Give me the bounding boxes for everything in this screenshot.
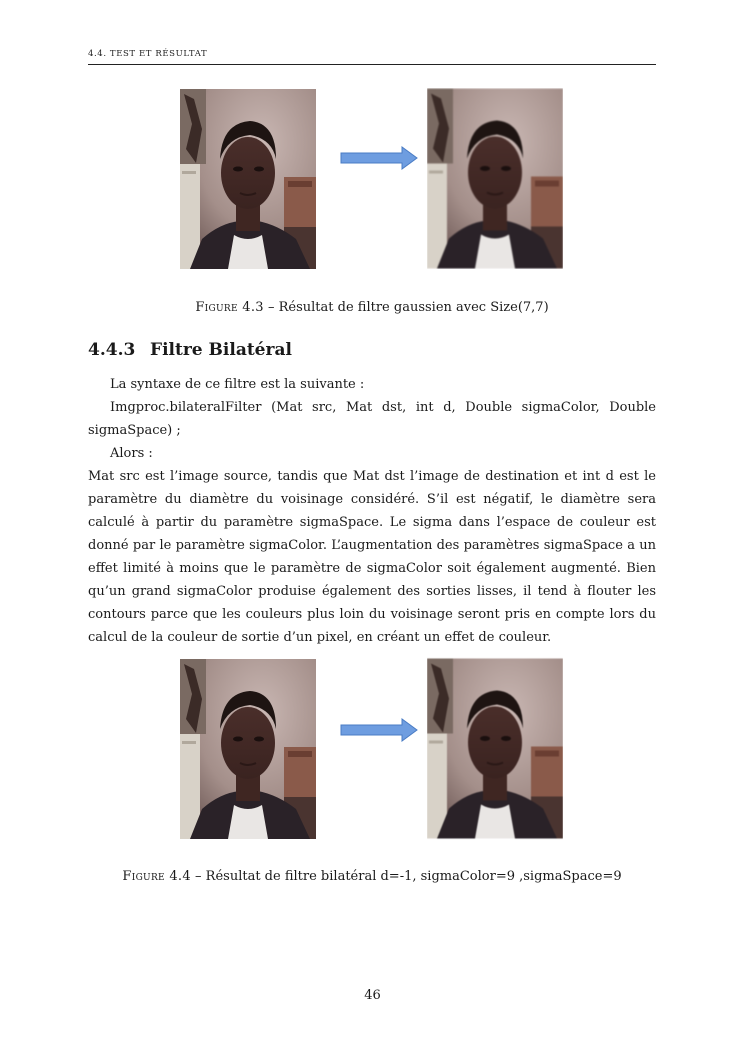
- figure-label: Figure 4.4: [122, 869, 191, 884]
- figure-caption-text: – Résultat de filtre bilatéral d=-1, sigmaColor=9 ,sigmaSpace=9: [190, 869, 622, 884]
- figure-4-4-caption: [88, 869, 656, 884]
- paragraph: La syntaxe de ce filtre est la suivante :: [110, 377, 365, 392]
- section-heading: [88, 340, 292, 360]
- figure-4-3-original-photo: [180, 89, 316, 269]
- figure-4-3-caption: [88, 300, 656, 315]
- paragraph: Mat src est l’image source, tandis que Mat dst l’image de destination et int d est le paramètre du diamètre du voisinage considéré. S’il est négatif, le diamètre sera calculé à partir du paramètre sigmaSpace. Le sigma dans l’espace de couleur est donné par le paramètre sigmaColor. L’augmentation des paramètres sigmaSpace a un effet limité à moins que le paramètre de sigmaColor soit également augmenté. Bien qu’un grand sigmaColor produise également des sorties lisses, il tend à flouter les contours parce que les couleurs plus loin du voisinage seront pris en compte lors du calcul de la couleur de sortie d’un pixel, en créant un effet de couleur.: [88, 469, 656, 645]
- figure-4-4-filtered-photo: [427, 657, 563, 840]
- running-head: 4.4. TEST ET RÉSULTAT: [88, 49, 208, 59]
- paragraph: Imgproc.bilateralFilter (Mat src, Mat dst, int d, Double sigmaColor, Double sigmaSpace) ;: [88, 400, 656, 438]
- header-rule: [88, 64, 656, 65]
- section-title: Filtre Bilatéral: [150, 340, 292, 360]
- figure-caption-text: – Résultat de filtre gaussien avec Size(7,7): [263, 300, 549, 315]
- figure-label: Figure 4.3: [195, 300, 264, 315]
- section-number: 4.4.3: [88, 340, 136, 360]
- page-number: 46: [364, 988, 381, 1003]
- right-arrow-icon: [340, 718, 418, 742]
- paragraph: Alors :: [110, 446, 153, 461]
- figure-4-4-original-photo: [180, 658, 316, 840]
- right-arrow-icon: [340, 146, 418, 170]
- figure-4-3-filtered-photo: [427, 88, 563, 269]
